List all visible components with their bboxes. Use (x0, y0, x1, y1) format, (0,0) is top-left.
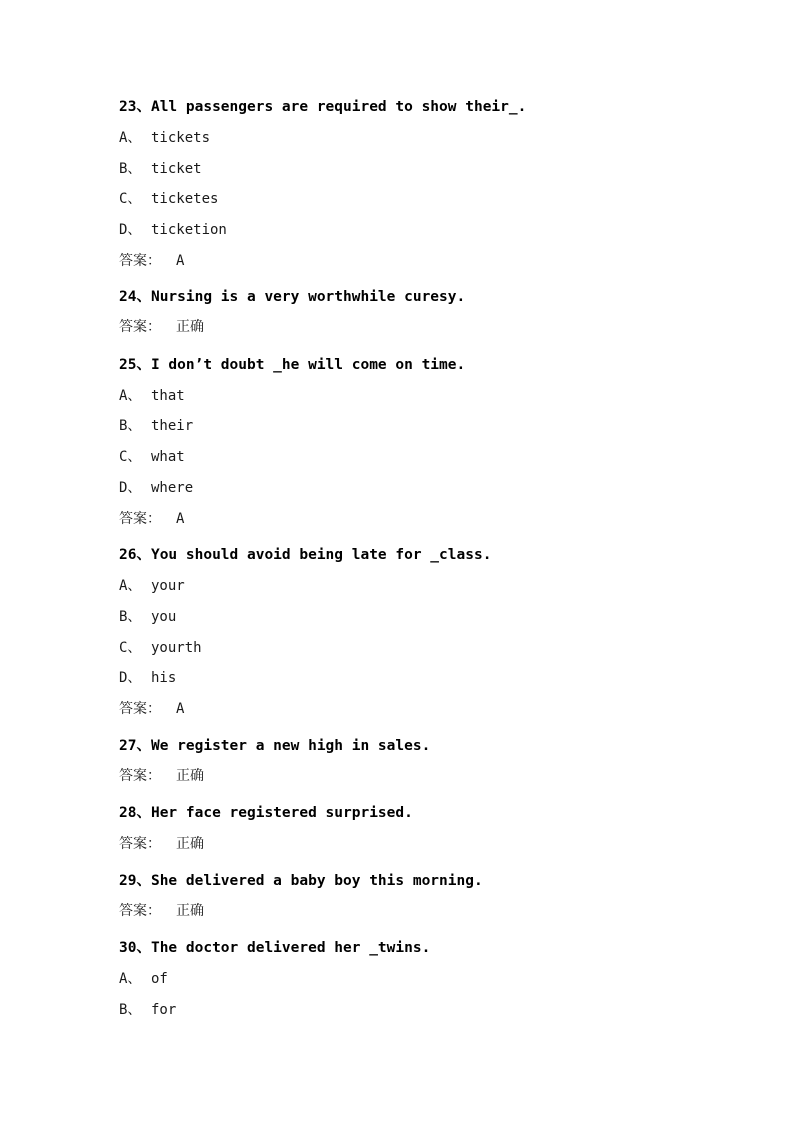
option-text: that (151, 388, 185, 404)
question-23-answer (119, 252, 184, 270)
answer-label: 答案： (119, 768, 161, 784)
question-30: 30、The doctor delivered her _twins. (119, 940, 431, 956)
answer-label: 答案： (119, 836, 161, 852)
option-label: D、 (119, 670, 142, 686)
question-23-option-a (119, 129, 210, 147)
answer-value: A (176, 511, 185, 527)
question-25-option-b (119, 417, 193, 435)
question-23-option-c (119, 190, 218, 208)
question-26-option-a (119, 577, 185, 595)
answer-value: A (176, 701, 185, 717)
question-26-answer (119, 700, 184, 718)
question-30-option-b (119, 1001, 176, 1019)
option-text: yourth (151, 640, 202, 656)
question-28: 28、Her face registered surprised. (119, 805, 413, 821)
question-28-answer (119, 835, 204, 853)
option-label: A、 (119, 130, 142, 146)
question-23-option-d (119, 221, 227, 239)
answer-label: 答案： (119, 511, 161, 527)
option-text: what (151, 449, 185, 465)
answer-label: 答案： (119, 253, 161, 269)
question-26: 26、You should avoid being late for _class. (119, 547, 492, 563)
answer-label: 答案： (119, 903, 161, 919)
question-25-option-c (119, 448, 185, 466)
question-23: 23、All passengers are required to show their_. (119, 99, 527, 115)
option-text: your (151, 578, 185, 594)
question-25-answer (119, 510, 184, 528)
question-29-answer (119, 902, 204, 920)
answer-value: 正确 (176, 768, 204, 784)
option-text: their (151, 418, 194, 434)
option-label: A、 (119, 388, 142, 404)
question-29: 29、She delivered a baby boy this morning. (119, 873, 483, 889)
option-label: B、 (119, 1002, 142, 1018)
option-text: tickets (151, 130, 211, 146)
answer-value: 正确 (176, 903, 204, 919)
option-text: where (151, 480, 194, 496)
option-label: C、 (119, 640, 142, 656)
answer-label: 答案： (119, 319, 161, 335)
option-label: B、 (119, 609, 142, 625)
question-27-answer (119, 767, 204, 785)
question-26-option-d (119, 669, 176, 687)
question-25-option-d (119, 479, 193, 497)
question-30-option-a (119, 970, 168, 988)
question-26-option-b (119, 608, 176, 626)
option-text: his (151, 670, 177, 686)
answer-value: 正确 (176, 836, 204, 852)
option-text: ticketion (151, 222, 227, 238)
option-text: ticket (151, 161, 202, 177)
option-label: B、 (119, 418, 142, 434)
option-text: you (151, 609, 177, 625)
question-26-option-c (119, 639, 202, 657)
question-25-option-a (119, 387, 185, 405)
option-label: D、 (119, 222, 142, 238)
question-25: 25、I don’t doubt _he will come on time. (119, 357, 466, 373)
option-text: ticketes (151, 191, 219, 207)
answer-value: A (176, 253, 185, 269)
question-23-option-b (119, 160, 202, 178)
answer-label: 答案： (119, 701, 161, 717)
question-24-answer (119, 318, 204, 336)
option-label: C、 (119, 449, 142, 465)
option-text: of (151, 971, 168, 987)
question-27: 27、We register a new high in sales. (119, 738, 431, 754)
option-label: A、 (119, 971, 142, 987)
option-label: B、 (119, 161, 142, 177)
option-label: C、 (119, 191, 142, 207)
option-label: D、 (119, 480, 142, 496)
question-24: 24、Nursing is a very worthwhile curesy. (119, 289, 466, 305)
answer-value: 正确 (176, 319, 204, 335)
option-text: for (151, 1002, 177, 1018)
option-label: A、 (119, 578, 142, 594)
